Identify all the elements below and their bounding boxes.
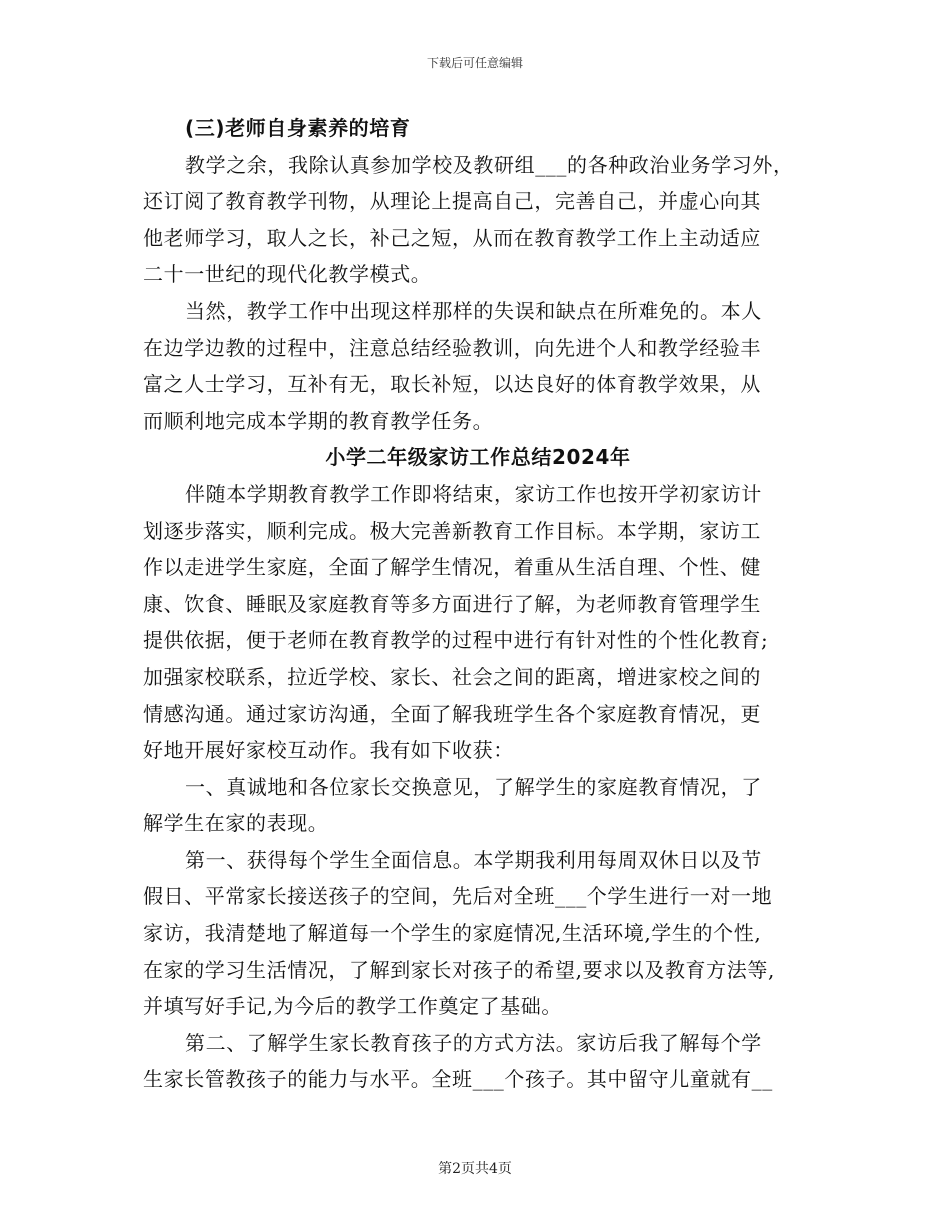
paragraph-line: 提供依据，便于老师在教育教学的过程中进行有针对性的个性化教育; (143, 628, 769, 653)
paragraph-line: 富之人士学习，互补有无，取长补短，以达良好的体育教学效果，从 (143, 372, 761, 397)
paragraph-line: 假日、平常家长接送孩子的空间，先后对全班___个学生进行一对一地 (143, 884, 773, 909)
page-number: 第2页共4页 (438, 1161, 512, 1177)
paragraph-line: 伴随本学期教育教学工作即将结束，家访工作也按开学初家访计 (185, 481, 762, 506)
paragraph-line: 在家的学习生活情况，了解到家长对孩子的希望,要求以及教育方法等, (143, 957, 775, 982)
paragraph-line: 当然，教学工作中出现这样那样的失误和缺点在所难免的。本人 (185, 298, 762, 323)
paragraph-line: 家访，我清楚地了解道每一个学生的家庭情况,生活环境,学生的个性, (143, 921, 762, 946)
paragraph-line: 加强家校联系，拉近学校、家长、社会之间的距离，增进家校之间的 (143, 664, 761, 689)
paragraph-line: 一、真诚地和各位家长交换意见，了解学生的家庭教育情况，了 (185, 774, 762, 799)
section-heading: (三)老师自身素养的培育 (185, 116, 411, 140)
paragraph-line: 在边学边教的过程中，注意总结经验教训，向先进个人和教学经验丰 (143, 335, 761, 360)
paragraph-line: 而顺利地完成本学期的教育教学任务。 (143, 408, 494, 433)
paragraph-line: 解学生在家的表现。 (143, 811, 329, 836)
paragraph-line: 他老师学习，取人之长，补己之短，从而在教育教学工作上主动适应 (143, 225, 761, 250)
paragraph-line: 作以走进学生家庭，全面了解学生情况，着重从生活自理、个性、健 (143, 555, 761, 580)
paragraph-line: 康、饮食、睡眠及家庭教育等多方面进行了解，为老师教育管理学生 (143, 591, 761, 616)
paragraph-line: 还订阅了教育教学刊物，从理论上提高自己，完善自己，并虚心向其 (143, 189, 761, 214)
paragraph-line: 第一、获得每个学生全面信息。本学期我利用每周双休日以及节 (185, 847, 762, 872)
paragraph-line: 二十一世纪的现代化教学模式。 (143, 262, 432, 287)
document-body (143, 110, 813, 1098)
paragraph-line: 生家长管教孩子的能力与水平。全班___个孩子。其中留守儿童就有__ (143, 1067, 773, 1092)
paragraph-line: 第二、了解学生家长教育孩子的方式方法。家访后我了解每个学 (185, 1030, 762, 1055)
paragraph-line: 情感沟通。通过家访沟通，全面了解我班学生各个家庭教育情况，更 (143, 701, 761, 726)
paragraph-line: 划逐步落实，顺利完成。极大完善新教育工作目标。本学期，家访工 (143, 518, 761, 543)
paragraph-line: 好地开展好家校互动作。我有如下收获： (143, 738, 514, 763)
document-title: 小学二年级家访工作总结2024年 (325, 445, 631, 470)
header-note: 下载后可任意编辑 (426, 56, 523, 70)
paragraph-line: 并填写好手记,为今后的教学工作奠定了基础。 (143, 994, 562, 1019)
paragraph-line: 教学之余，我除认真参加学校及教研组___的各种政治业务学习外， (185, 152, 794, 177)
